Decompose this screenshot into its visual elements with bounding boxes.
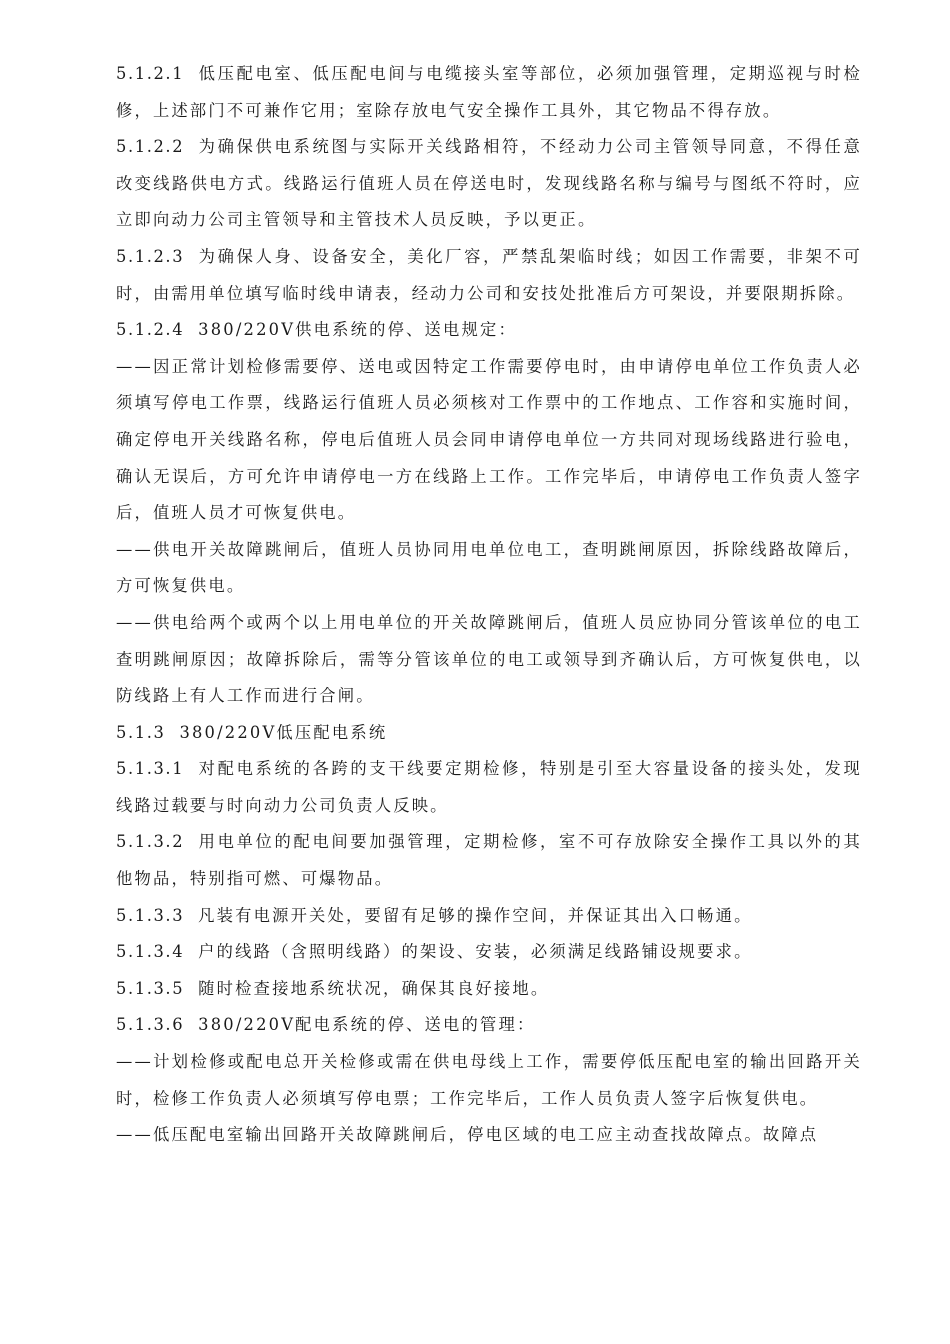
clause-text: 为确保供电系统图与实际开关线路相符，不经动力公司主管领导同意，不得任意改变线路供电方式。线路运行值班人员在停送电时，发现线路名称与编号与图纸不符时，应立即向动力公司主管领导和主管技术人员反映，予以更正。 xyxy=(116,137,862,230)
dash-item xyxy=(116,1044,862,1117)
clause-text: 凡装有电源开关处，要留有足够的操作空间，并保证其出入口畅通。 xyxy=(198,905,753,925)
clause-text: 为确保人身、设备安全，美化厂容，严禁乱架临时线；如因工作需要，非架不可时，由需用单位填写临时线申请表，经动力公司和安技处批准后方可架设，并要限期拆除。 xyxy=(116,246,862,303)
dash-item-text: ——供电开关故障跳闸后，值班人员协同用电单位电工，查明跳闸原因，拆除线路故障后，方可恢复供电。 xyxy=(116,539,862,596)
clause-number: 5.1.3.1 xyxy=(116,759,185,779)
clause-text: 380/220V配电系统的停、送电的管理： xyxy=(198,1015,536,1035)
clause-number: 5.1.3.6 xyxy=(116,1015,185,1035)
dash-item-text: ——低压配电室输出回路开关故障跳闸后，停电区域的电工应主动查找故障点。故障点 xyxy=(116,1125,819,1145)
clause-number: 5.1.3.2 xyxy=(116,832,185,852)
clause-5-1-2-1 xyxy=(116,56,862,129)
clause-text: 380/220V供电系统的停、送电规定： xyxy=(198,320,517,340)
clause-5-1-2-2 xyxy=(116,129,862,239)
clause-number: 5.1.3.3 xyxy=(116,905,185,925)
clause-5-1-3-1 xyxy=(116,751,862,824)
dash-item xyxy=(116,532,862,605)
dash-item xyxy=(116,1117,862,1154)
dash-item-text: ——供电给两个或两个以上用电单位的开关故障跳闸后，值班人员应协同分管该单位的电工查明跳闸原因；故障拆除后，需等分管该单位的电工或领导到齐确认后，方可恢复供电，以防线路上有人工作而进行合闸。 xyxy=(116,612,862,706)
dash-item-text: ——计划检修或配电总开关检修或需在供电母线上工作，需要停低压配电室的输出回路开关时，检修工作负责人必须填写停电票；工作完毕后，工作人员负责人签字后恢复供电。 xyxy=(116,1052,862,1108)
clause-5-1-2-3 xyxy=(116,239,862,312)
document-page xyxy=(116,56,862,1154)
clause-number: 5.1.2.4 xyxy=(116,320,185,340)
clause-number: 5.1.2.2 xyxy=(116,137,185,157)
clause-number: 5.1.3.5 xyxy=(116,978,185,998)
clause-5-1-3-6 xyxy=(116,1007,862,1044)
clause-5-1-3-5 xyxy=(116,971,862,1008)
clause-number: 5.1.2.3 xyxy=(116,246,185,266)
clause-text: 对配电系统的各跨的支干线要定期检修，特别是引至大容量设备的接头处，发现线路过载要与时向动力公司负责人反映。 xyxy=(116,759,862,815)
clause-number: 5.1.3.4 xyxy=(116,942,185,962)
dash-item-text: ——因正常计划检修需要停、送电或因特定工作需要停电时，由申请停电单位工作负责人必须填写停电工作票，线路运行值班人员必须核对工作票中的工作地点、工作容和实施时间，确定停电开关线路名称，停电后值班人员会同申请停电单位一方共同对现场线路进行验电，确认无误后，方可允许申请停电一方在线路上工作。工作完毕后，申请停电工作负责人签字后，值班人员才可恢复供电。 xyxy=(116,356,862,523)
dash-item xyxy=(116,605,862,715)
clause-text: 低压配电室、低压配电间与电缆接头室等部位，必须加强管理，定期巡视与时检修，上述部门不可兼作它用；室除存放电气安全操作工具外，其它物品不得存放。 xyxy=(116,64,862,120)
section-number: 5.1.3 xyxy=(116,722,166,742)
section-heading-5-1-3 xyxy=(116,715,862,752)
dash-item xyxy=(116,349,862,532)
clause-text: 户的线路（含照明线路）的架设、安装，必须满足线路铺设规要求。 xyxy=(198,942,753,962)
clause-5-1-3-3 xyxy=(116,898,862,935)
section-title: 380/220V低压配电系统 xyxy=(179,722,388,742)
clause-text: 随时检查接地系统状况，确保其良好接地。 xyxy=(198,978,550,998)
clause-text: 用电单位的配电间要加强管理，定期检修，室不可存放除安全操作工具以外的其他物品，特别指可燃、可爆物品。 xyxy=(116,832,862,889)
clause-5-1-3-4 xyxy=(116,934,862,971)
clause-5-1-2-4 xyxy=(116,312,862,349)
clause-number: 5.1.2.1 xyxy=(116,64,185,83)
clause-5-1-3-2 xyxy=(116,824,862,897)
